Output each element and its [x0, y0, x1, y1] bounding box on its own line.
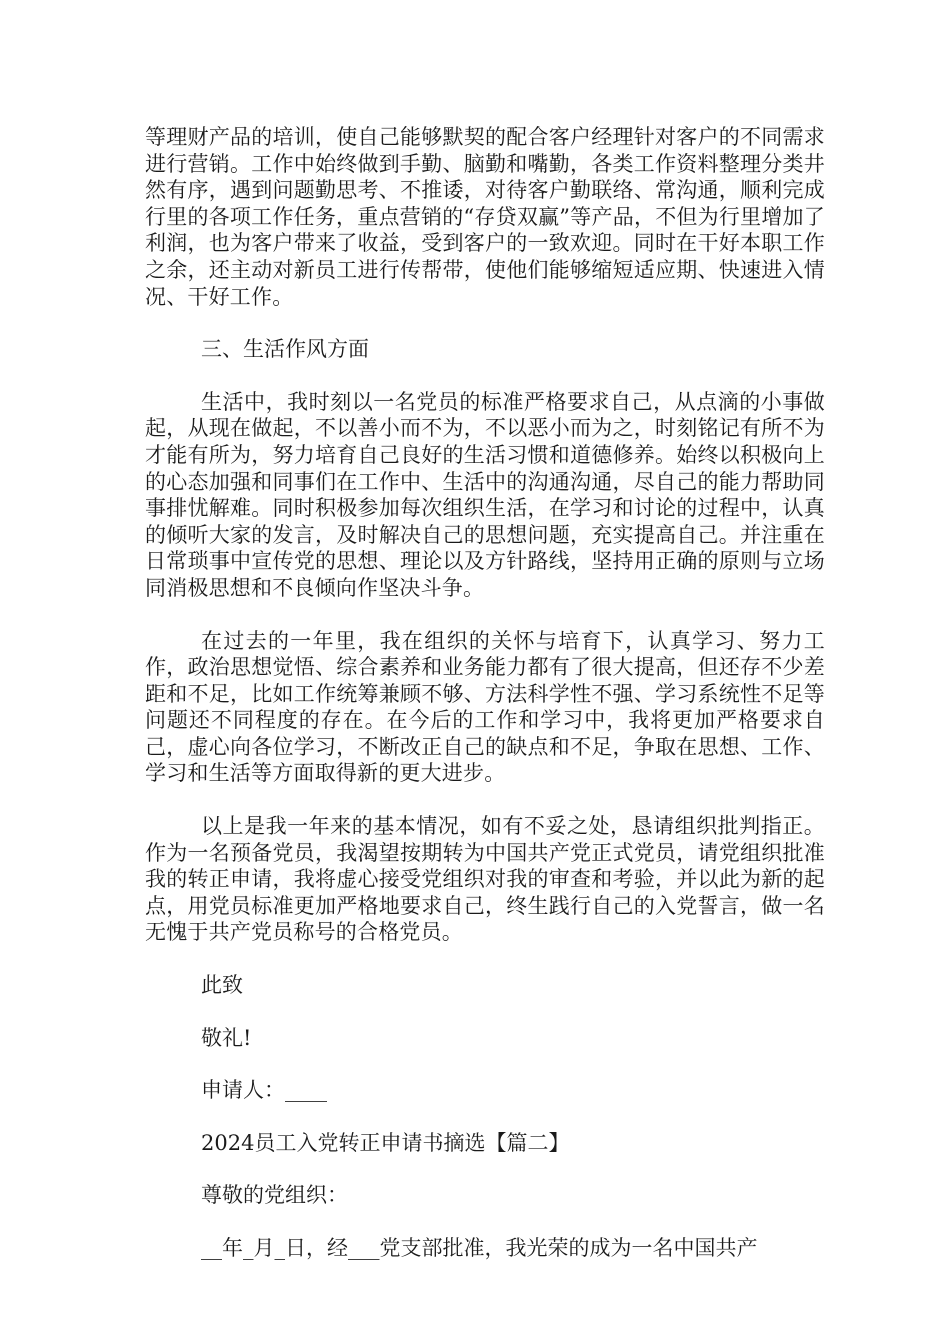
- document-page: [145, 124, 825, 1262]
- section-heading-life-style: 三、生活作风方面: [201, 337, 369, 362]
- opening-line: __年_月_日，经___党支部批准，我光荣的成为一名中国共产: [201, 1236, 758, 1260]
- closing-line: 此致: [201, 973, 243, 998]
- greeting-line: 尊敬的党组织：: [201, 1183, 348, 1208]
- salute-line: 敬礼!: [201, 1025, 252, 1050]
- paragraph-life-style: 生活中，我时刻以一名党员的标准严格要求自己，从点滴的小事做起，从现在做起，不以善小而不为，不以恶小而为之，时刻铭记有所不为才能有所为，努力培育自己良好的生活习惯和道德修养。始终以积极向上的心态加强和同事们在工作中、生活中的沟通沟通，尽自己的能力帮助同事排忧解难。同时积极参加每次组织生活，在学习和讨论的过程中，认真的倾听大家的发言，及时解决自己的思想问题，充实提高自己。并注重在日常琐事中宣传党的思想、理论以及方针路线，坚持用正确的原则与立场同消极思想和不良倾向作坚决斗争。: [145, 389, 825, 600]
- applicant-line: 申请人：____: [201, 1078, 327, 1103]
- section-title: 2024员工入党转正申请书摘选【篇二】: [201, 1130, 570, 1155]
- paragraph-work-continued: 等理财产品的培训，使自己能够默契的配合客户经理针对客户的不同需求进行营销。工作中始终做到手勤、脑勤和嘴勤，各类工作资料整理分类井然有序，遇到问题勤思考、不推诿，对待客户勤联络、常沟通，顺利完成行里的各项工作任务，重点营销的“存贷双赢”等产品，不但为行里增加了利润，也为客户带来了收益，受到客户的一致欢迎。同时在干好本职工作之余，还主动对新员工进行传帮带，使他们能够缩短适应期、快速进入情况、干好工作。: [145, 125, 825, 309]
- paragraph-summary: 以上是我一年来的基本情况，如有不妥之处，恳请组织批判指正。作为一名预备党员，我渴望按期转为中国共产党正式党员，请党组织批准我的转正申请，我将虚心接受党组织对我的审查和考验，并以此为新的起点，用党员标准更加严格地要求自己，终生践行自己的入党誓言，做一名无愧于共产党员称号的合格党员。: [145, 814, 825, 945]
- paragraph-past-year: 在过去的一年里，我在组织的关怀与培育下，认真学习、努力工作，政治思想觉悟、综合素养和业务能力都有了很大提高，但还存不少差距和不足，比如工作统筹兼顾不够、方法科学性不强、学习系统性不足等问题还不同程度的存在。在今后的工作和学习中，我将更加严格要求自己，虚心向各位学习，不断改正自己的缺点和不足，争取在思想、工作、学习和生活等方面取得新的更大进步。: [145, 628, 825, 786]
